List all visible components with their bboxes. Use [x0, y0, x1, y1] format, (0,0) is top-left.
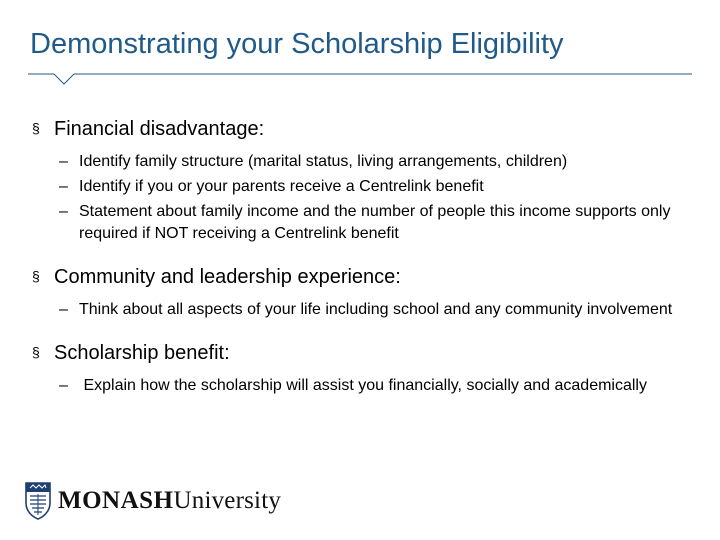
sub-list [32, 299, 692, 321]
sub-item [59, 375, 692, 397]
dash-icon: – [59, 377, 68, 394]
slide-content [32, 117, 692, 417]
slide-title: Demonstrating your Scholarship Eligibility [30, 28, 564, 60]
bullet-item [32, 265, 692, 291]
bullet-item [32, 341, 692, 367]
sub-item-text: Identify family structure (marital status, living arrangements, children) [79, 153, 568, 170]
monash-logo [24, 476, 281, 526]
bullet-item [32, 117, 692, 143]
sub-item-text: Identify if you or your parents receive a Centrelink benefit [79, 178, 484, 195]
sub-item [59, 176, 692, 198]
title-underline [0, 0, 720, 100]
sub-item-text: Statement about family income and the number of people this income supports only required if NOT receiving a Centrelink benefit [79, 203, 671, 242]
sub-list [32, 151, 692, 245]
bullet-icon: § [32, 344, 40, 360]
monash-crest-icon [24, 481, 52, 521]
bullet-icon: § [32, 120, 40, 136]
section-heading: Financial disadvantage: [54, 118, 265, 140]
dash-icon: – [59, 301, 68, 318]
section-heading: Community and leadership experience: [54, 266, 401, 288]
logo-suffix: University [173, 487, 282, 514]
logo-wordmark [58, 487, 281, 515]
section-benefit [32, 341, 692, 397]
logo-name: MONASH [58, 487, 174, 514]
dash-icon: – [59, 203, 68, 220]
dash-icon: – [59, 178, 68, 195]
dash-icon: – [59, 153, 68, 170]
sub-item [59, 201, 692, 245]
sub-item-text: Think about all aspects of your life including school and any community involvement [79, 301, 673, 318]
section-heading: Scholarship benefit: [54, 342, 230, 364]
sub-item-text: Explain how the scholarship will assist you financially, socially and academically [79, 377, 647, 394]
section-financial [32, 117, 692, 245]
bullet-icon: § [32, 268, 40, 284]
section-community [32, 265, 692, 321]
sub-item [59, 299, 692, 321]
sub-item [59, 151, 692, 173]
sub-list [32, 375, 692, 397]
